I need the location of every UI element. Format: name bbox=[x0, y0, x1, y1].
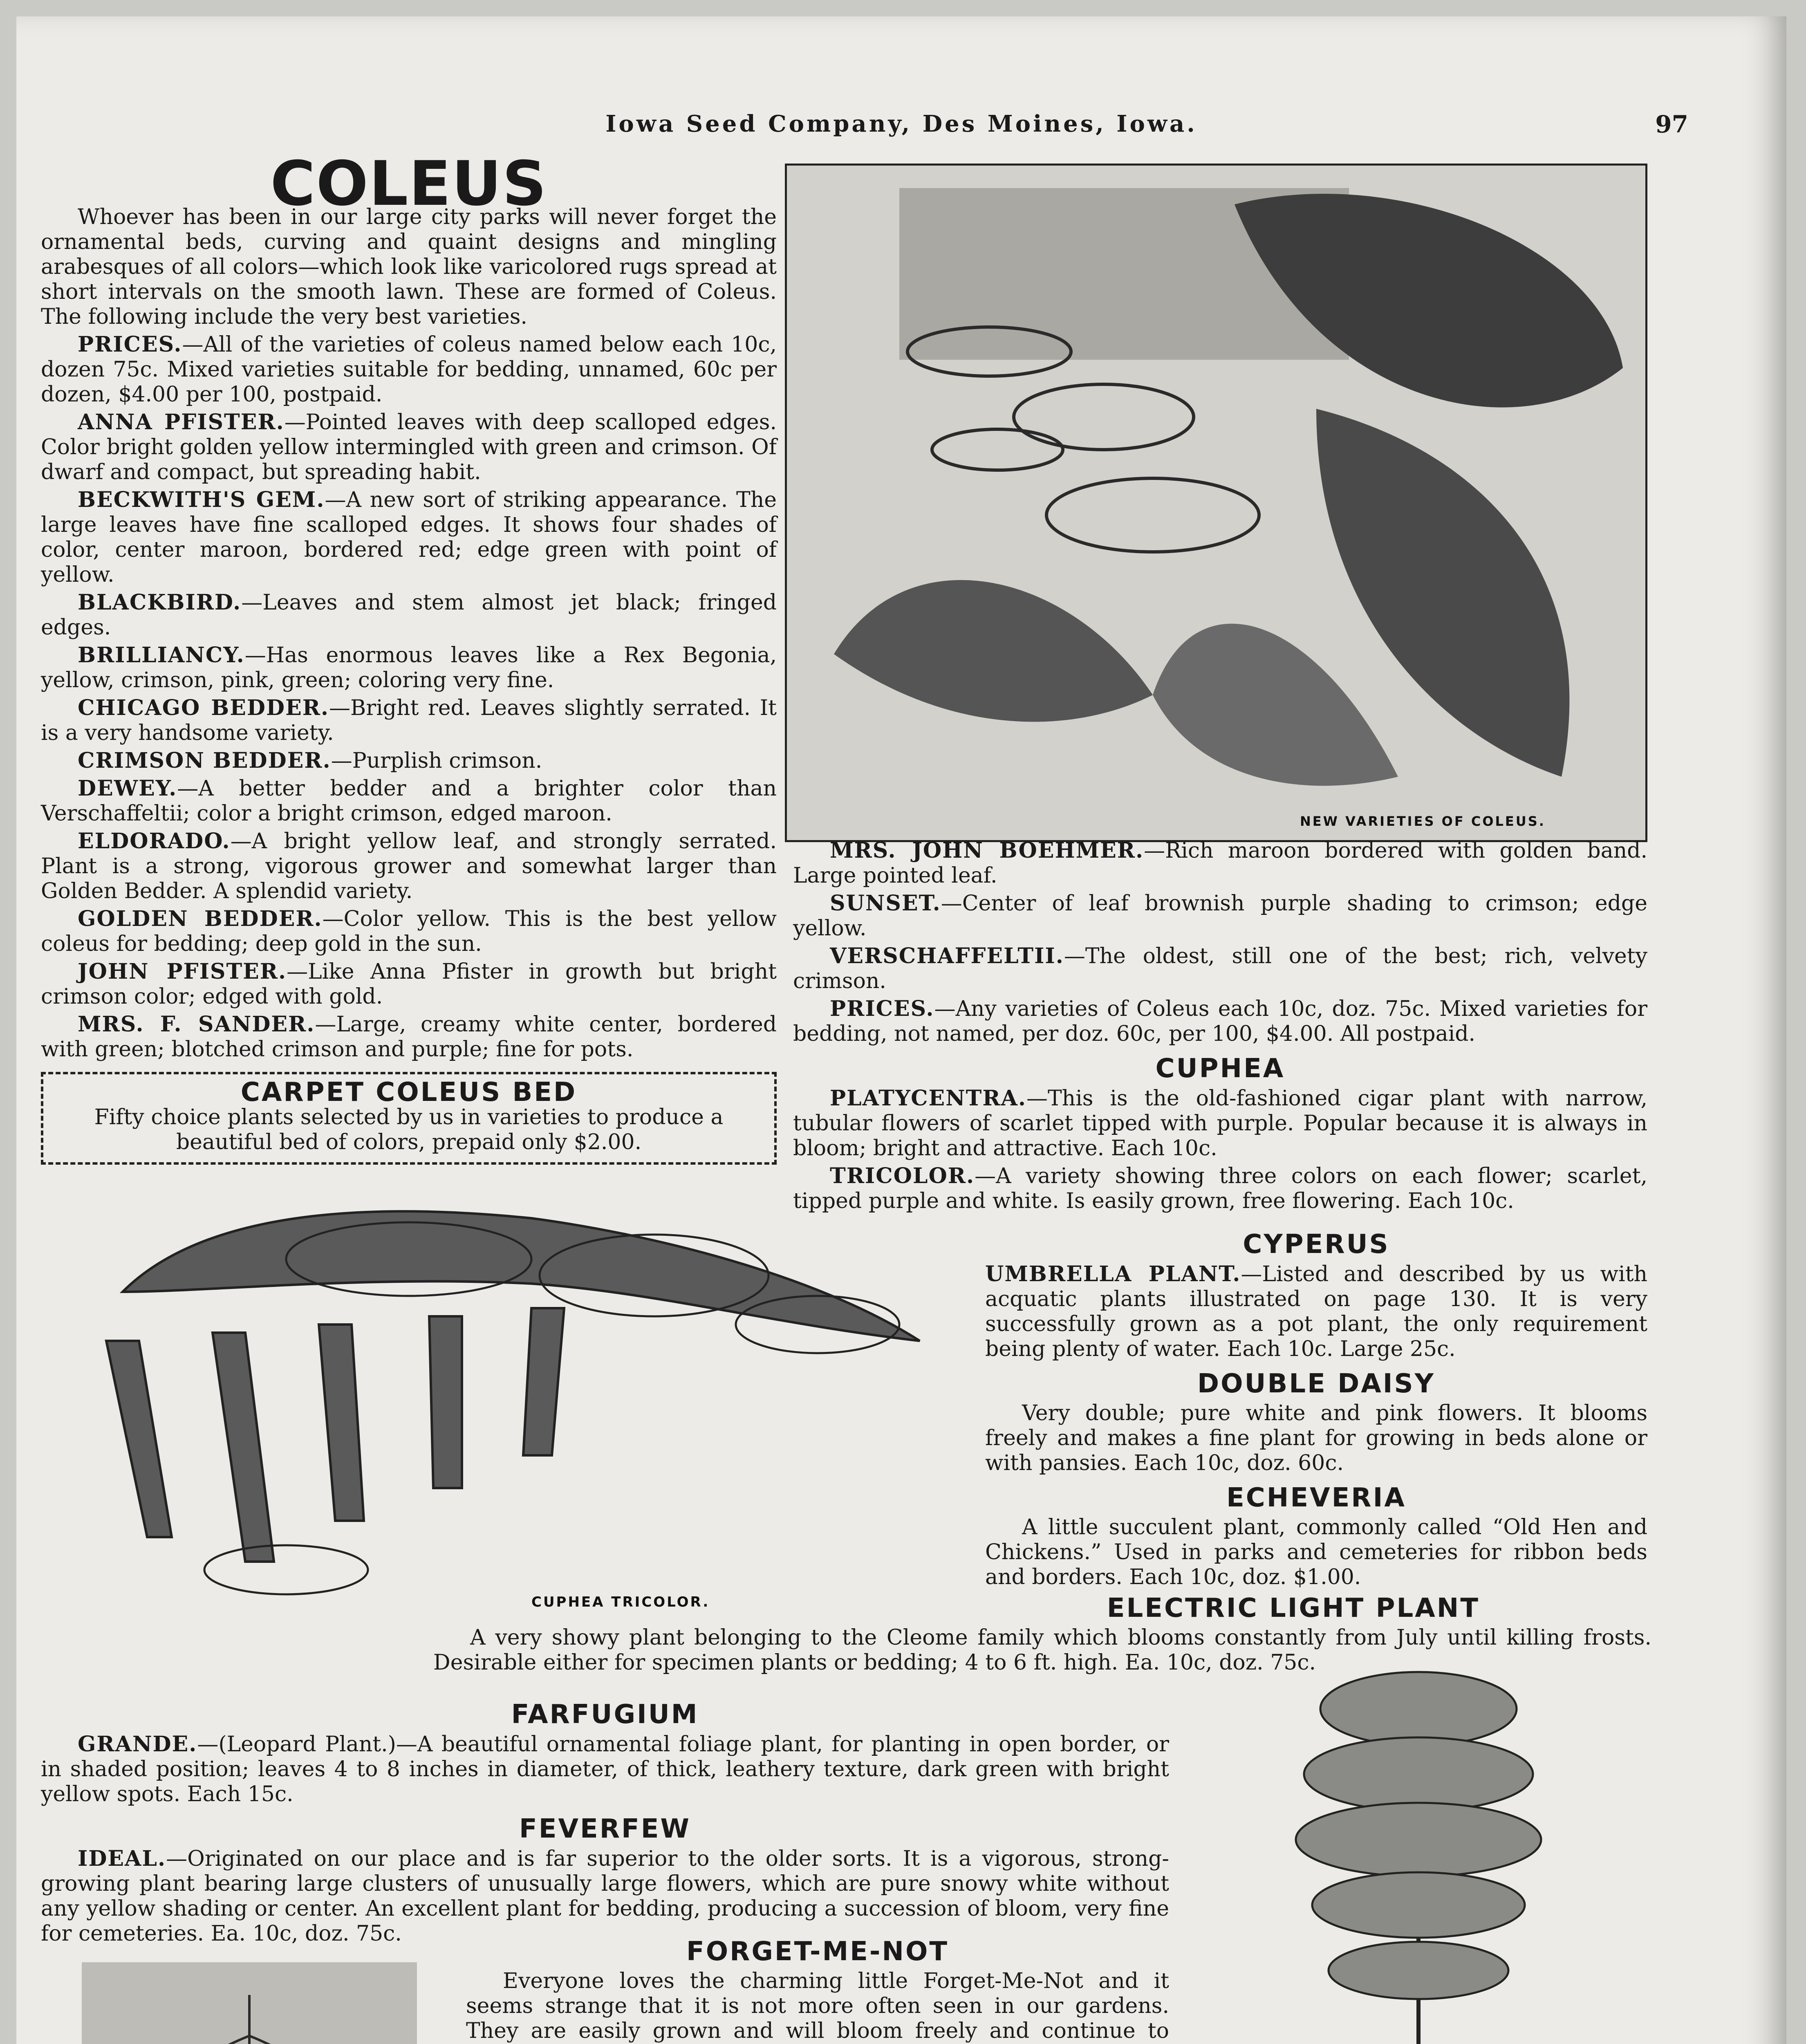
coleus-right-entry-text: —Any varieties of Coleus each 10c, doz. 75c. Mixed varieties for bedding, not named, per doz. 60c, per 100, $4.00. All postpaid. bbox=[793, 997, 1647, 1046]
coleus-right-entry-text: —The oldest, still one of the best; rich, velvety crimson. bbox=[793, 944, 1647, 993]
catalog-page bbox=[16, 16, 1786, 2044]
center-left-block bbox=[41, 1692, 1169, 1949]
coleus-right-entry-name: SUNSET. bbox=[830, 891, 941, 916]
center-block bbox=[466, 1930, 1169, 2044]
coleus-entry-text: —Has enormous leaves like a Rex Begonia, yellow, crimson, pink, green; coloring very fine. bbox=[41, 643, 777, 693]
coleus-right-entry bbox=[793, 891, 1647, 941]
coleus-section bbox=[41, 148, 777, 1165]
coleus-caption: NEW VARIETIES OF COLEUS. bbox=[1300, 814, 1546, 829]
coleus-right-entry-name: PRICES. bbox=[830, 996, 934, 1021]
carpet-coleus-bed-text: Fifty choice plants selected by us in varieties to produce a beautiful bed of colors, prepaid only $2.00. bbox=[94, 1105, 724, 1154]
cuphea-illustration bbox=[41, 1169, 989, 1619]
echeveria-text: A little succulent plant, commonly called “Old Hen and Chickens.” Used in parks and cemeteries for ribbon beds and borders. Each 10c, doz. $1.00. bbox=[985, 1515, 1647, 1589]
coleus-entry-name: BLACKBIRD. bbox=[78, 590, 242, 615]
coleus-entry bbox=[41, 776, 777, 826]
running-header: Iowa Seed Company, Des Moines, Iowa. bbox=[605, 110, 1197, 137]
electric-light-engraving-icon bbox=[1185, 1660, 1651, 2044]
cuphea-entry bbox=[793, 1086, 1647, 1161]
coleus-entry-name: PRICES. bbox=[78, 332, 182, 357]
cuphea-entry-name: TRICOLOR. bbox=[830, 1163, 975, 1188]
electric-light-text: A very showy plant belonging to the Cleome family which blooms constantly from July until killing frosts. Desirable either for specimen plants or bedding; 4 to 6 ft. high. Ea. 10c, doz. 75c. bbox=[433, 1625, 1651, 1675]
cuphea-caption: CUPHEA TRICOLOR. bbox=[531, 1594, 710, 1610]
farfugium-entry: GRANDE.—(Leopard Plant.)—A beautiful ornamental foliage plant, for planting in open border, or in shaded position; leaves 4 to 8 inches in diameter, of thick, leathery texture, dark green with bright yellow spots. Each 15c. bbox=[41, 1732, 1169, 1806]
coleus-entry-name: BRILLIANCY. bbox=[78, 643, 245, 668]
coleus-title: COLEUS bbox=[270, 148, 547, 220]
coleus-right-entry bbox=[793, 838, 1647, 888]
cyperus-title: CYPERUS bbox=[1243, 1229, 1390, 1260]
coleus-entry-name: ELDORADO. bbox=[78, 829, 231, 854]
coleus-entry-name: BECKWITH'S GEM. bbox=[78, 487, 325, 512]
coleus-entry-text: —Leaves and stem almost jet black; fringed edges. bbox=[41, 590, 777, 640]
coleus-entry-text: —Bright red. Leaves slightly serrated. It is a very handsome variety. bbox=[41, 696, 777, 745]
coleus-entry-text: —Purplish crimson. bbox=[331, 749, 542, 773]
carpet-coleus-bed-title: CARPET COLEUS BED bbox=[240, 1077, 577, 1107]
coleus-entry-name: MRS. F. SANDER. bbox=[78, 1012, 315, 1037]
coleus-entry bbox=[41, 1012, 777, 1062]
forget-me-not-title: FORGET-ME-NOT bbox=[686, 1936, 949, 1967]
coleus-entry-text: —A better bedder and a brighter color than Verschaffeltii; color a bright crimson, edged maroon. bbox=[41, 776, 777, 826]
coleus-entry bbox=[41, 748, 777, 773]
coleus-entry-text: —All of the varieties of coleus named below each 10c, dozen 75c. Mixed varieties suitable for bedding, unnamed, 60c per dozen, $4.00 per 100, postpaid. bbox=[41, 332, 777, 407]
forget-me-not-text: Everyone loves the charming little Forget-Me-Not and it seems strange that it is not more often seen in our gardens. They are easily grown and will bloom freely and continue to bbox=[466, 1969, 1169, 2043]
cyperus-entry: UMBRELLA PLANT.—Listed and described by us with acquatic plants illustrated on page 130. It is very successfully grown as a pot plant, the only requirement being plenty of water. Each 10c. Large 25c. bbox=[985, 1262, 1647, 1361]
grevillea-illustration bbox=[65, 1954, 433, 2044]
coleus-entry-name: CHICAGO BEDDER. bbox=[78, 695, 329, 720]
coleus-right-entry-name: VERSCHAFFELTII. bbox=[830, 944, 1064, 968]
double-daisy-title: DOUBLE DAISY bbox=[1197, 1369, 1435, 1399]
double-daisy-text: Very double; pure white and pink flowers. It blooms freely and makes a fine plant for growing in beds alone or with pansies. Each 10c, doz. 60c. bbox=[985, 1401, 1647, 1475]
coleus-entries bbox=[41, 332, 777, 1062]
coleus-illustration bbox=[785, 164, 1647, 842]
coleus-entry-text: —A bright yellow leaf, and strongly serrated. Plant is a strong, vigorous grower and somewhat larger than Golden Bedder. A splendid variety. bbox=[41, 829, 777, 903]
carpet-coleus-bed-box bbox=[41, 1072, 777, 1165]
echeveria-title: ECHEVERIA bbox=[1226, 1483, 1406, 1513]
cuphea-engraving-icon bbox=[41, 1169, 989, 1619]
coleus-entry-text: —Large, creamy white center, bordered with green; blotched crimson and purple; fine for pots. bbox=[41, 1012, 777, 1062]
coleus-entry bbox=[41, 590, 777, 640]
right-column-lower bbox=[985, 1222, 1647, 1592]
cuphea-entry-text: —This is the old-fashioned cigar plant with narrow, tubular flowers of scarlet tipped with purple. Popular because it is always in bloom; bright and attractive. Each 10c. bbox=[793, 1086, 1647, 1161]
coleus-entry-text: —Color yellow. This is the best yellow coleus for bedding; deep gold in the sun. bbox=[41, 907, 777, 956]
coleus-entry bbox=[41, 332, 777, 407]
coleus-entry-name: CRIMSON BEDDER. bbox=[78, 748, 331, 773]
coleus-intro: Whoever has been in our large city parks will never forget the ornamental beds, curving and quaint designs and mingling arabesques of all colors—which look like varicolored rugs spread at short intervals on the smooth lawn. These are formed of Coleus. The following include the very best varieties. bbox=[41, 205, 777, 329]
coleus-entry bbox=[41, 410, 777, 485]
coleus-entry bbox=[41, 695, 777, 746]
feverfew-title: FEVERFEW bbox=[519, 1814, 691, 1844]
coleus-entry bbox=[41, 959, 777, 1009]
coleus-entry bbox=[41, 906, 777, 957]
coleus-right-entry-name: MRS. JOHN BOEHMER. bbox=[830, 838, 1144, 863]
right-column bbox=[793, 838, 1647, 1216]
coleus-entry bbox=[41, 487, 777, 587]
coleus-right-entries bbox=[793, 838, 1647, 1047]
coleus-entry-text: —Like Anna Pfister in growth but bright crimson color; edged with gold. bbox=[41, 959, 777, 1009]
coleus-entry-text: —A new sort of striking appearance. The large leaves have fine scalloped edges. It shows four shades of color, center maroon, bordered red; edge green with point of yellow. bbox=[41, 488, 777, 587]
coleus-entry-name: GOLDEN BEDDER. bbox=[78, 906, 323, 931]
coleus-entry-name: JOHN PFISTER. bbox=[78, 959, 287, 984]
electric-light-illustration bbox=[1185, 1660, 1651, 2044]
cuphea-entry-text: —A variety showing three colors on each flower; scarlet, tipped purple and white. Is easily grown, free flowering. Each 10c. bbox=[793, 1164, 1647, 1213]
coleus-right-entry-text: —Rich maroon bordered with golden band. Large pointed leaf. bbox=[793, 838, 1647, 888]
cuphea-title: CUPHEA bbox=[1155, 1053, 1285, 1084]
farfugium-title: FARFUGIUM bbox=[511, 1699, 699, 1730]
coleus-entry-name: ANNA PFISTER. bbox=[78, 410, 285, 435]
electric-light-title: ELECTRIC LIGHT PLANT bbox=[1107, 1593, 1480, 1623]
page-number: 97 bbox=[1655, 110, 1688, 138]
coleus-right-entry bbox=[793, 944, 1647, 994]
grevillea-engraving-icon bbox=[65, 1954, 433, 2044]
coleus-engraving-icon bbox=[785, 164, 1647, 842]
feverfew-entry: IDEAL.—Originated on our place and is far superior to the older sorts. It is a vigorous, strong-growing plant bearing large clusters of unusually large flowers, which are pure snowy white without any yellow shading or center. An excellent plant for bedding, producing a succession of bloom, very fine for cemeteries. Ea. 10c, doz. 75c. bbox=[41, 1846, 1169, 1946]
coleus-entry-text: —Pointed leaves with deep scalloped edges. Color bright golden yellow intermingled with green and crimson. Of dwarf and compact, but spreading habit. bbox=[41, 410, 777, 484]
coleus-entry bbox=[41, 643, 777, 693]
coleus-entry-name: DEWEY. bbox=[78, 776, 177, 801]
cuphea-entry-name: PLATYCENTRA. bbox=[830, 1086, 1026, 1111]
coleus-right-entry bbox=[793, 996, 1647, 1047]
coleus-right-entry-text: —Center of leaf brownish purple shading to crimson; edge yellow. bbox=[793, 891, 1647, 941]
coleus-entry bbox=[41, 829, 777, 904]
